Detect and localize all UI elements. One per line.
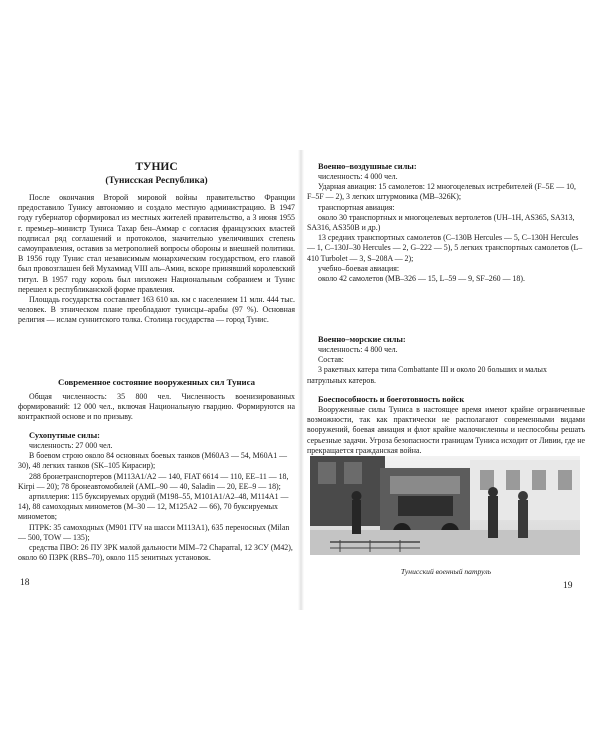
air-force-line: около 42 самолетов (MB–326 — 15, L–59 — 9, SF–260 — 18). <box>318 274 525 284</box>
air-force-line: 13 средних транспортных самолетов (C–130B Hercules — 5, C–130H Hercules — 1, C–130J–30 Hercules — 2, G–222 — 5), 5 легких транспортных самолетов (L–410 Turbolet — 3, S–208A — 2); <box>307 233 583 263</box>
patrol-photo-illustration <box>310 456 580 555</box>
section-heading: Современное состояние вооруженных сил Туниса <box>57 377 256 387</box>
page-number: 19 <box>563 581 573 591</box>
intro-paragraph: Площадь государства составляет 163 610 кв. км с населением 11 млн. 444 тыс. человек. В этническом плане преобладают тунисцы–арабы (97 %). Основная религия — ислам суннитского толка. Столица государства — город Тунис. <box>18 295 295 325</box>
air-force-line: учебно–боевая авиация: <box>318 263 400 273</box>
combat-readiness-paragraph: Вооруженные силы Туниса в настоящее время имеют крайне ограниченные возможности, так как практически не располагают современными видами вооружений, боевая авиация и флот крайне малочисленны и неспособны решать серьезные задачи. Угроза безопасности границам Туниса исходит от Ливии, где не прекращается гражданская война. <box>307 405 585 455</box>
left-page <box>18 0 295 750</box>
air-force-line: транспортная авиация: <box>318 202 395 212</box>
right-page <box>307 0 585 750</box>
section-paragraph: Общая численность: 35 800 чел. Численность военизированных формирований: 12 000 чел., включая Национальную гвардию. Формируются на контрактной основе и по призыву. <box>18 392 295 422</box>
ground-forces-heading: Сухопутные силы: <box>29 431 100 440</box>
page-title: ТУНИС <box>135 161 178 173</box>
page-subtitle: (Тунисская Республика) <box>105 176 208 186</box>
air-force-heading: Военно–воздушные силы: <box>318 162 417 171</box>
section-text <box>18 392 295 423</box>
ground-forces-line: ПТРК: 35 самоходных (M901 ITV на шасси M113A1), 635 переносных (Milan — 500, TOW — 135); <box>18 522 290 542</box>
book-gutter <box>298 150 304 610</box>
air-force-line: численность: 4 000 чел. <box>318 172 398 181</box>
ground-forces-line: средства ПВО: 26 ПУ ЗРК малой дальности MIM–72 Chaparral, 12 ЗСУ (M42), около 60 ПЗРК (RBS–70), около 115 зенитных установок. <box>18 543 293 563</box>
navy-line: Состав: <box>318 355 344 365</box>
air-force-line: около 30 транспортных и многоцелевых вертолетов (UH–1H, AS365, SA313, SA316, AS350B и др.) <box>307 212 575 233</box>
photo-caption: Тунисский военный патруль <box>400 567 492 576</box>
combat-readiness-heading: Боеспособность и боеготовность войск <box>318 395 465 404</box>
air-force-line: Ударная авиация: 15 самолетов: 12 многоцелевых истребителей (F–5E — 10, F–5F — 2), 3 легких штурмовика (MB–326K); <box>307 182 576 202</box>
ground-forces-line: артиллерия: 115 буксируемых орудий (M198–55, M101A1/A2–48, M114A1 — 14), 88 самоходных минометов (M–30 — 12, M125A2 — 66), 70 буксируемых минометов; <box>18 492 289 522</box>
ground-forces-line: В боевом строю около 84 основных боевых танков (M60A3 — 54, M60A1 — 30), 48 легких танков (SK–105 Кирасир); <box>18 451 288 471</box>
ground-forces-line: численность: 27 000 чел. <box>29 441 113 450</box>
intro-paragraph: После окончания Второй мировой войны правительство Франции предоставило Тунису автономию и создало местную администрацию. В 1947 году губернатор сформировал из местных жителей правительство, а 3 июня 1955 г. премьер–министр Туниса Тахар бен–Аммар с согласия французских властей подписал ряд соглашений и протоколов, значительно увеличивших степень самоуправления, оставив за метрополией вопросы обороны и внешней политики. В 1956 году Тунис стал независимым монархическим государством, его главой был провозглашен бей Мухаммад VIII аль–Амин, вскоре принявший королевский титул. В 1957 году король был низложен Национальным собранием и Тунис перешел к республиканской форме правления. <box>18 193 295 294</box>
combat-readiness-section <box>307 394 585 456</box>
navy-line: 3 ракетных катера типа Combattante III и около 20 больших и малых патрульных катеров. <box>307 365 547 385</box>
ground-forces-line: 288 бронетранспортеров (M113A1/A2 — 140, FIAT 6614 — 110, EE–11 — 18, Kirpi — 20); 78 бронеавтомобилей (AML–90 — 40, Saladin — 20, EE–9 — 18); <box>18 471 289 491</box>
navy-section <box>307 334 585 386</box>
navy-heading: Военно–морские силы: <box>318 335 406 344</box>
page-number: 18 <box>20 578 30 588</box>
intro-text <box>18 193 295 326</box>
navy-line: численность: 4 800 чел. <box>318 345 398 354</box>
ground-forces-section <box>18 430 295 563</box>
air-force-section <box>307 161 585 284</box>
patrol-photo <box>310 456 580 555</box>
